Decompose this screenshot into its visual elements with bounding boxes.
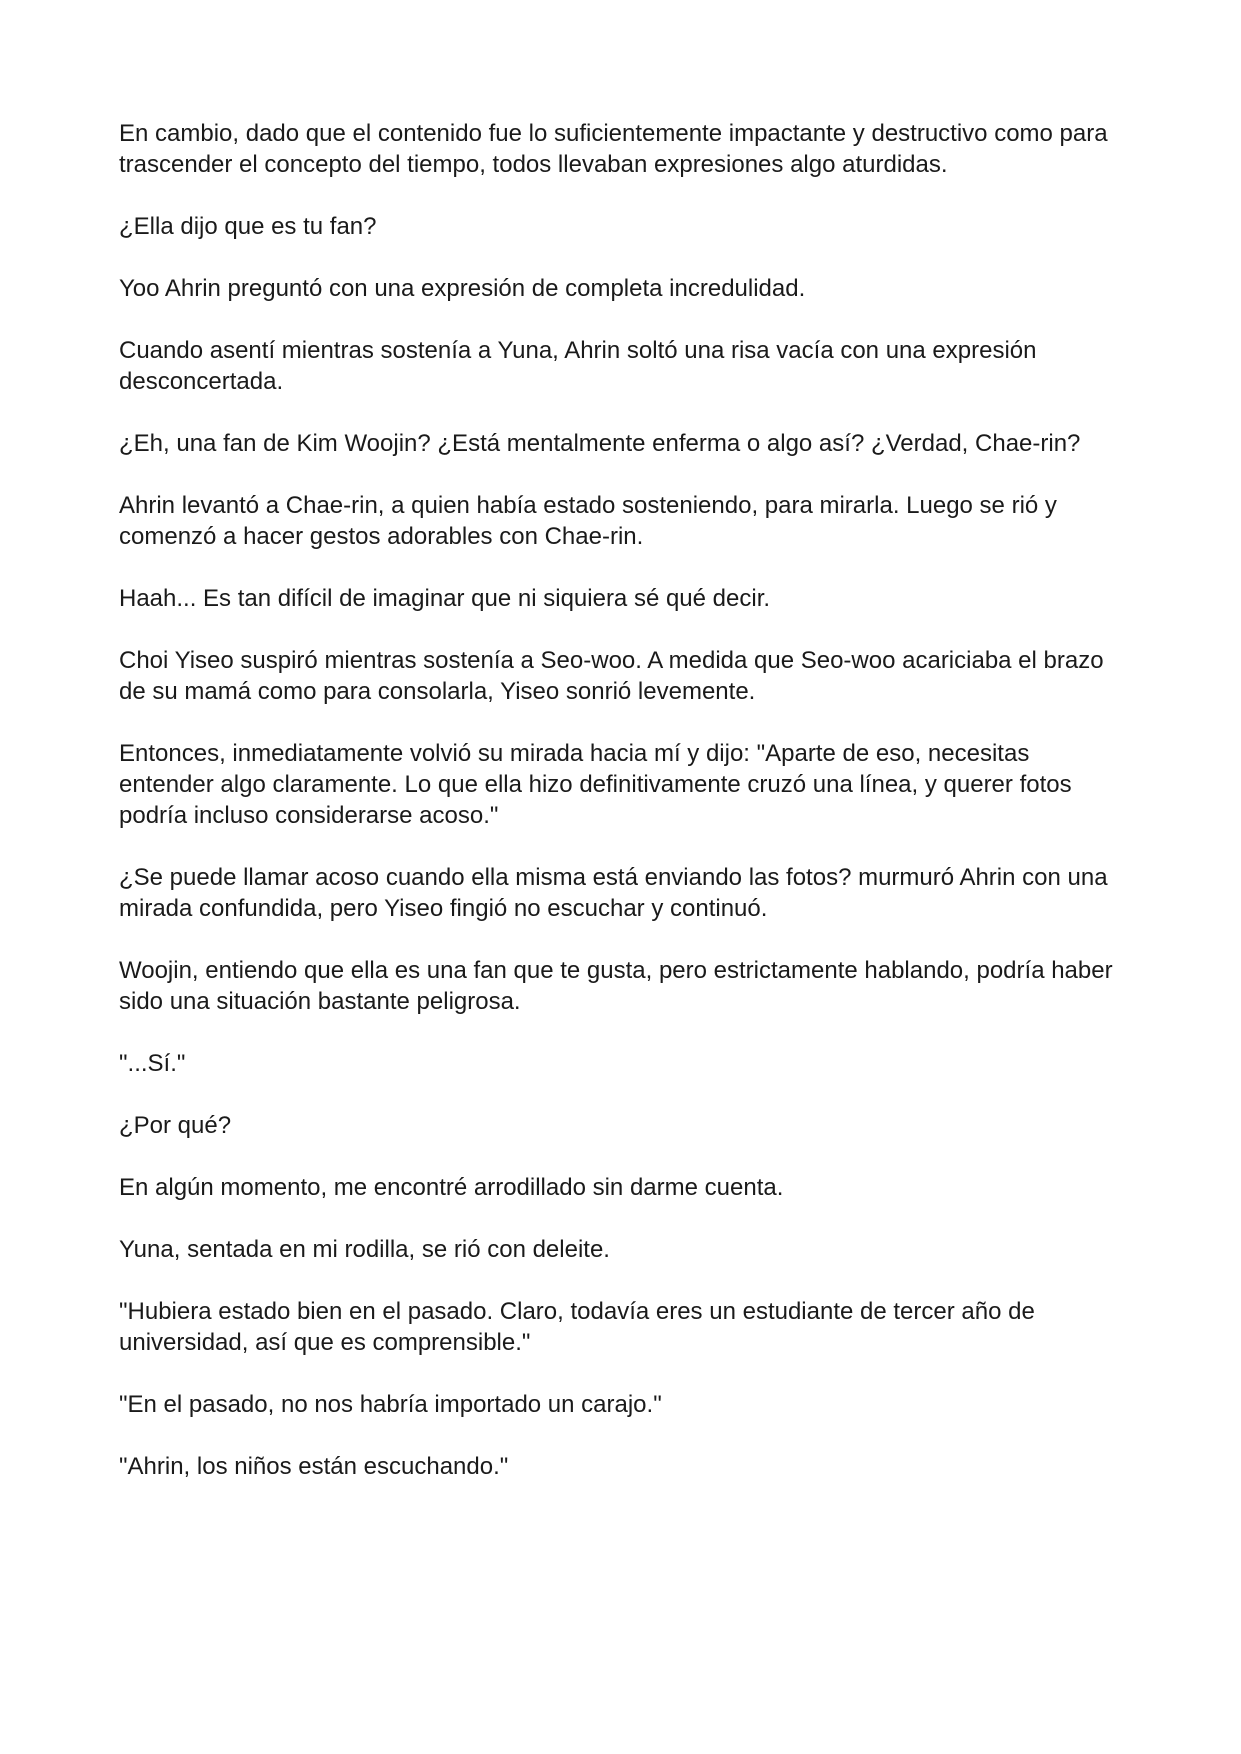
paragraph: "Ahrin, los niños están escuchando." — [119, 1453, 509, 1480]
paragraph: En cambio, dado que el contenido fue lo suficientemente impactante y destructivo como para trascender el concepto del tiempo, todos llevaban expresiones algo aturdidas. — [119, 120, 1108, 178]
document-body — [119, 118, 1129, 1513]
paragraph: "Hubiera estado bien en el pasado. Claro, todavía eres un estudiante de tercer año de universidad, así que es comprensible." — [119, 1298, 1035, 1356]
paragraph: Haah... Es tan difícil de imaginar que ni siquiera sé qué decir. — [119, 585, 771, 612]
paragraph: "En el pasado, no nos habría importado un carajo." — [119, 1391, 662, 1418]
paragraph: ¿Eh, una fan de Kim Woojin? ¿Está mentalmente enferma o algo así? ¿Verdad, Chae-rin? — [119, 430, 1081, 457]
paragraph: Yoo Ahrin preguntó con una expresión de completa incredulidad. — [119, 275, 806, 302]
paragraph: Ahrin levantó a Chae-rin, a quien había estado sosteniendo, para mirarla. Luego se rió y comenzó a hacer gestos adorables con Chae-rin. — [119, 492, 1057, 550]
paragraph: Cuando asentí mientras sostenía a Yuna, Ahrin soltó una risa vacía con una expresión desconcertada. — [119, 337, 1037, 395]
paragraph: Choi Yiseo suspiró mientras sostenía a Seo-woo. A medida que Seo-woo acariciaba el brazo de su mamá como para consolarla, Yiseo sonrió levemente. — [119, 647, 1104, 705]
paragraph: ¿Se puede llamar acoso cuando ella misma está enviando las fotos? murmuró Ahrin con una mirada confundida, pero Yiseo fingió no escuchar y continuó. — [119, 864, 1108, 922]
paragraph: Yuna, sentada en mi rodilla, se rió con deleite. — [119, 1236, 610, 1263]
paragraph: Entonces, inmediatamente volvió su mirada hacia mí y dijo: "Aparte de eso, necesitas entender algo claramente. Lo que ella hizo definitivamente cruzó una línea, y querer fotos podría incluso considerarse acoso." — [119, 740, 1072, 829]
paragraph: "...Sí." — [119, 1050, 186, 1077]
paragraph: En algún momento, me encontré arrodillado sin darme cuenta. — [119, 1174, 784, 1201]
paragraph: ¿Por qué? — [119, 1112, 232, 1139]
paragraph: ¿Ella dijo que es tu fan? — [119, 213, 377, 240]
paragraph: Woojin, entiendo que ella es una fan que te gusta, pero estrictamente hablando, podría haber sido una situación bastante peligrosa. — [119, 957, 1113, 1015]
